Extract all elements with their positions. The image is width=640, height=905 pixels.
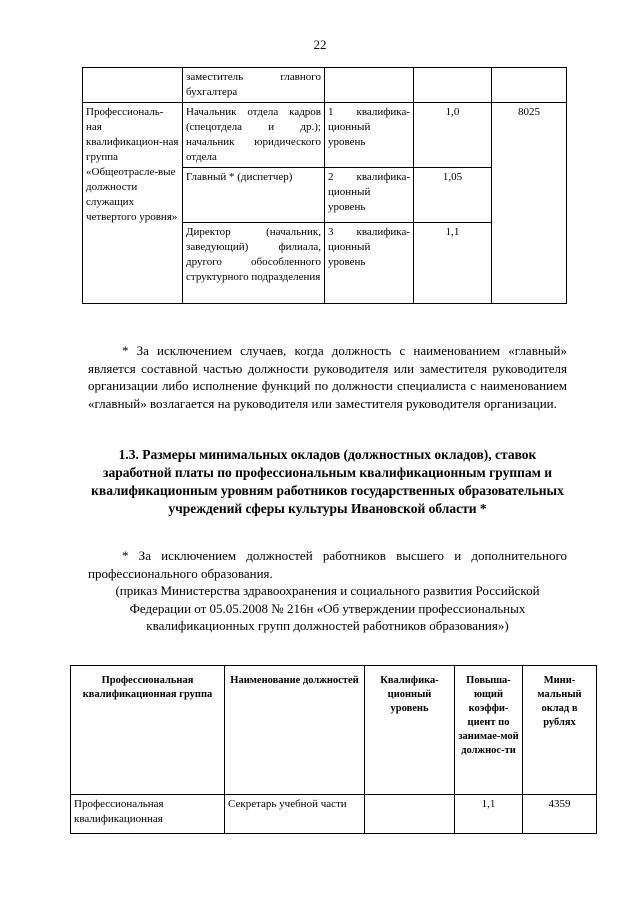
page-number: 22 bbox=[313, 37, 327, 52]
coefficient-cell: 1,1 bbox=[455, 795, 523, 834]
header-coefficient: Повыша-ющий коэффи-циент по занимае-мой должнос-ти bbox=[455, 666, 523, 795]
coefficient-cell: 1,1 bbox=[414, 223, 492, 304]
position-name-cell: заместитель главного бухгалтера bbox=[183, 68, 325, 103]
order-reference: (приказ Министерства здравоохранения и социального развития Российской Федерации от 05.05.2008 № 216н «Об утверждении профессиональных квалификационных групп должностей работников образования») bbox=[115, 583, 540, 633]
coefficient-cell: 1,0 bbox=[414, 103, 492, 168]
salary-cell: 4359 bbox=[523, 795, 597, 834]
coefficient-cell: 1,05 bbox=[414, 168, 492, 223]
table-cell bbox=[83, 68, 183, 103]
footnote-exclusion: * За исключением должностей работников высшего и дополнительного профессионального образования. bbox=[88, 548, 567, 581]
qualification-level-cell: 2 квалифика-ционный уровень bbox=[325, 168, 414, 223]
table-row bbox=[83, 68, 567, 103]
table-cell bbox=[325, 68, 414, 103]
position-name-cell: Секретарь учебной части bbox=[225, 795, 365, 834]
table-row bbox=[83, 103, 567, 168]
header-qualification-level: Квалифика-ционный уровень bbox=[365, 666, 455, 795]
qualification-level-cell bbox=[365, 795, 455, 834]
table-cell bbox=[414, 68, 492, 103]
header-qualification-group: Профессиональная квалификационная группа bbox=[71, 666, 225, 795]
position-name-cell: Главный * (диспетчер) bbox=[183, 168, 325, 223]
salary-table-education bbox=[70, 665, 597, 834]
section-heading: 1.3. Размеры минимальных окладов (должностных окладов), ставок заработной платы по профессиональным квалификационным группам и квалификационным уровням работников государственных образовательных учреждений сферы культуры Ивановской области * bbox=[91, 447, 564, 516]
salary-table-continued bbox=[82, 67, 567, 304]
qualification-group-cell: Профессиональная квалификационная bbox=[71, 795, 225, 834]
position-name-cell: Начальник отдела кадров (спецотдела и др.); начальник юридического отдела bbox=[183, 103, 325, 168]
header-salary: Мини-мальный оклад в рублях bbox=[523, 666, 597, 795]
header-position-name: Наименование должностей bbox=[225, 666, 365, 795]
table-row bbox=[71, 795, 597, 834]
table-cell bbox=[492, 68, 567, 103]
table-header-row bbox=[71, 666, 597, 795]
qualification-level-cell: 3 квалифика-ционный уровень bbox=[325, 223, 414, 304]
qualification-level-cell: 1 квалифика-ционный уровень bbox=[325, 103, 414, 168]
salary-cell: 8025 bbox=[492, 103, 567, 304]
footnote-chief: * За исключением случаев, когда должность с наименованием «главный» является составной частью должности руководителя или заместителя руководителя организации либо исполнение функций по должности специалиста с наименованием «главный» возлагается на руководителя или заместителя руководителя организации. bbox=[88, 343, 567, 411]
position-name-cell: Директор (начальник, заведующий) филиала, другого обособленного структурного подразделения bbox=[183, 223, 325, 304]
qualification-group-cell: Профессиональ-ная квалификацион-ная группа «Общеотрасле-вые должности служащих четвертого уровня» bbox=[83, 103, 183, 304]
